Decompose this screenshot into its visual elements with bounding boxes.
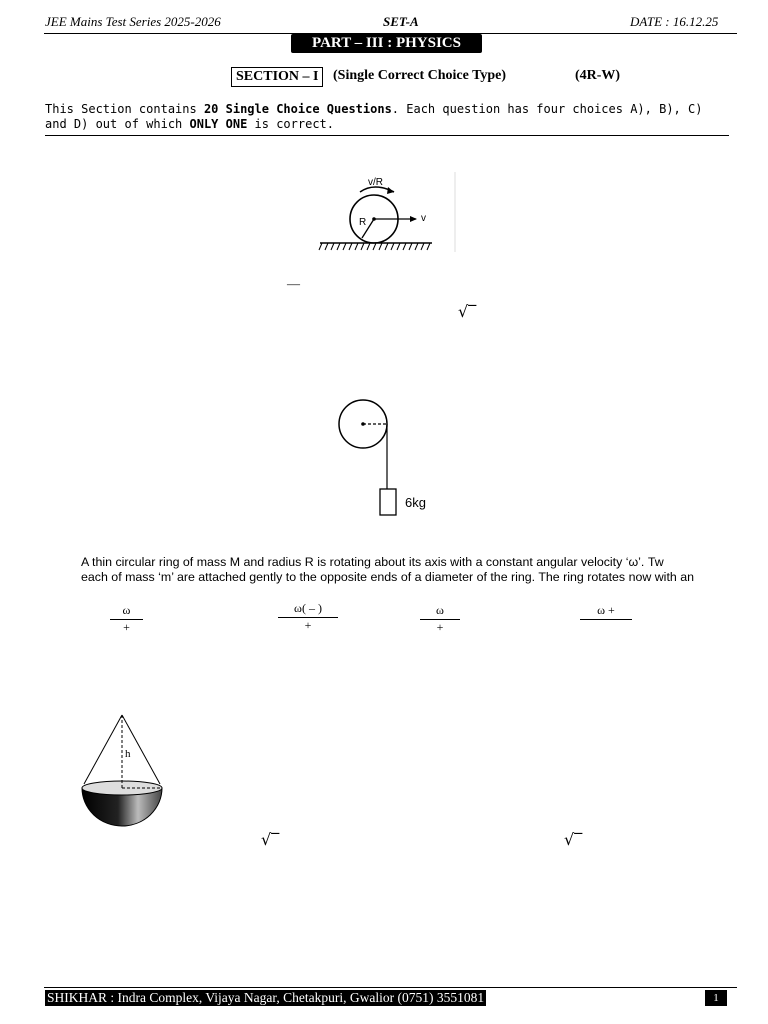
- option-c: ω +: [420, 603, 460, 635]
- section-type: (Single Correct Choice Type): [333, 68, 507, 83]
- option-b: ω( – ) +: [278, 601, 338, 633]
- bowl-cone-diagram: [78, 710, 170, 830]
- footer-rule: [44, 987, 737, 988]
- fraction-dash: —: [287, 276, 300, 291]
- question-line-1: A thin circular ring of mass M and radius R is rotating about its axis with a constant angular velocity ‘ω’. Tw: [81, 555, 664, 569]
- question-line-2: each of mass ‘m’ are attached gently to the opposite ends of a diameter of the ring. The ring rotates now with an: [81, 570, 694, 584]
- instructions-rule: [45, 135, 729, 136]
- sqrt-symbol: √‾: [458, 302, 477, 321]
- sqrt-symbol-3: √‾: [564, 830, 583, 849]
- section-label: SECTION – I: [231, 67, 323, 87]
- velocity-label: v: [421, 213, 426, 224]
- angular-velocity-label: v/R: [368, 177, 383, 188]
- rolling-disc-diagram: [318, 170, 458, 255]
- mass-label: 6kg: [405, 495, 426, 510]
- section-instructions: This Section contains 20 Single Choice Questions. Each question has four choices A), B), C) and D) out of which ONLY ONE is correct.: [45, 102, 703, 131]
- header-date: DATE : 16.12.25: [630, 14, 719, 29]
- radius-label: R: [359, 217, 367, 228]
- section-marks: (4R-W): [575, 68, 621, 83]
- footer-address: SHIKHAR : Indra Complex, Vijaya Nagar, Chetakpuri, Gwalior (0751) 3551081: [47, 990, 485, 1005]
- rolling-disc-figure: [318, 170, 458, 255]
- height-label: h: [125, 748, 131, 760]
- pulley-diagram: [330, 395, 440, 520]
- option-d: ω +: [580, 603, 632, 620]
- page-number: 1: [705, 990, 727, 1006]
- header-series: JEE Mains Test Series 2025-2026: [45, 14, 221, 29]
- pulley-figure: [330, 395, 440, 520]
- header-set: SET-A: [383, 14, 419, 29]
- option-a: ω +: [110, 603, 143, 635]
- sqrt-symbol-2: √‾: [261, 830, 280, 849]
- part-title: PART – III : PHYSICS: [291, 34, 482, 53]
- bowl-cone-figure: [78, 710, 170, 830]
